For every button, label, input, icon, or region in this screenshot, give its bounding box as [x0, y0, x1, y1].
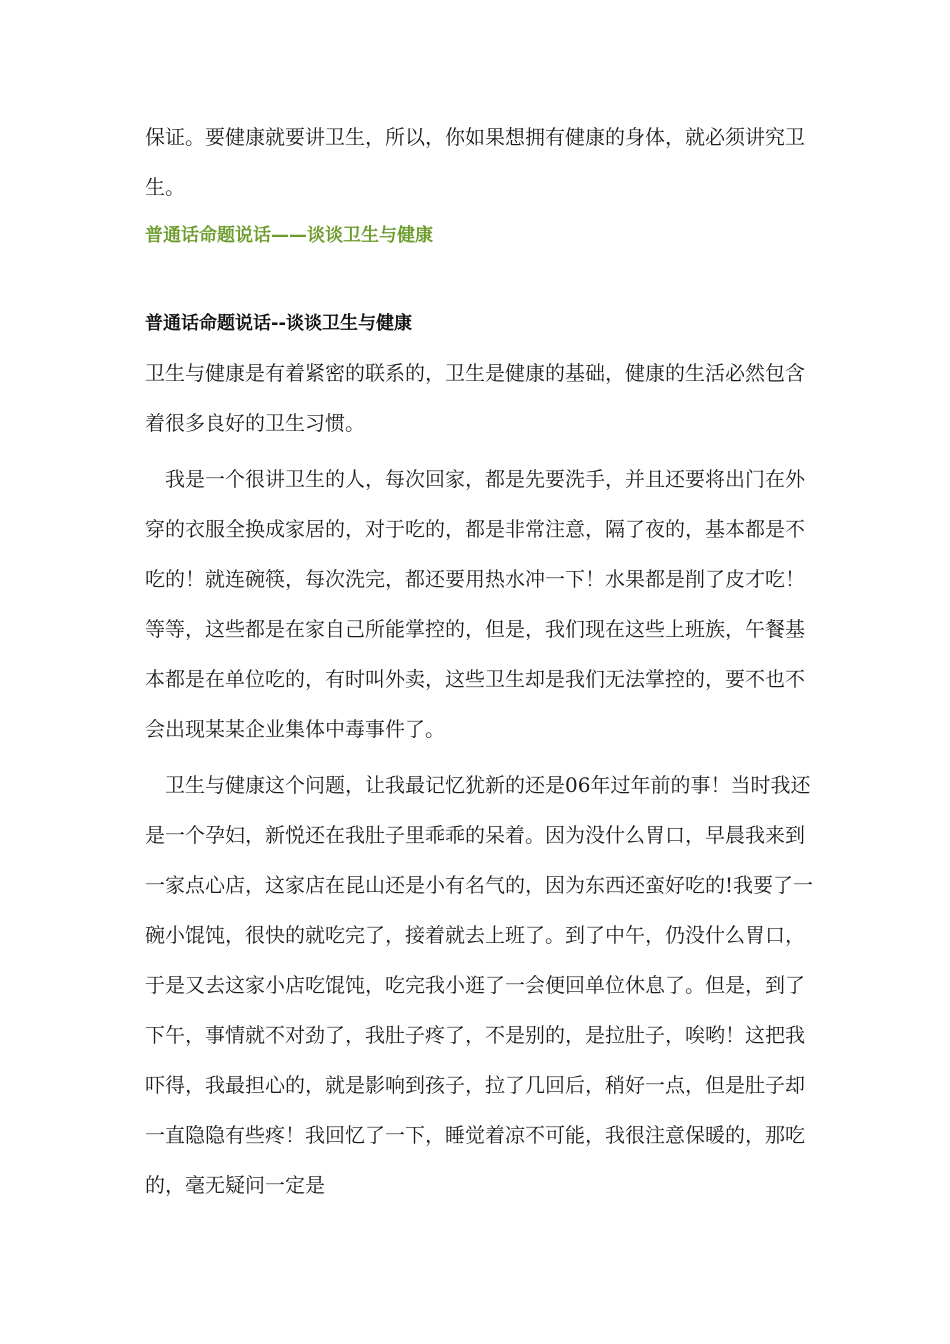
body-paragraph-3: 卫生与健康这个问题，让我最记忆犹新的还是06年过年前的事！当时我还是一个孕妇，新悦还在我肚子里乖乖的呆着。因为没什么胃口，早晨我来到一家点心店，这家店在昆山还是小有名气的，因为东西还蛮好吃的!我要了一碗小馄饨，很快的就吃完了，接着就去上班了。到了中午，仍没什么胃口，于是又去这家小店吃馄饨，吃完我小逛了一会便回单位休息了。但是，到了下午，事情就不对劲了，我肚子疼了，不是别的，是拉肚子，唉哟！这把我吓得，我最担心的，就是影响到孩子，拉了几回后，稍好一点，但是肚子却一直隐隐有些疼！我回忆了一下，睡觉着凉不可能，我很注意保暖的，那吃的，毫无疑问一定是: [145, 773, 814, 1197]
intro-paragraph: 保证。要健康就要讲卫生，所以，你如果想拥有健康的身体，就必须讲究卫生。: [145, 125, 805, 199]
body-paragraph-2: 我是一个很讲卫生的人，每次回家，都是先要洗手，并且还要将出门在外穿的衣服全换成家居的，对于吃的，都是非常注意，隔了夜的，基本都是不吃的！就连碗筷，每次洗完，都还要用热水冲一下！水果都是削了皮才吃！等等，这些都是在家自己所能掌控的，但是，我们现在这些上班族，午餐基本都是在单位吃的，有时叫外卖，这些卫生却是我们无法掌控的，要不也不会出现某某企业集体中毒事件了。: [145, 467, 805, 741]
document-body: [145, 112, 817, 1210]
article-link-heading[interactable]: 普通话命题说话——谈谈卫生与健康: [145, 225, 433, 246]
body-paragraph-1: 卫生与健康是有着紧密的联系的，卫生是健康的基础，健康的生活必然包含着很多良好的卫生习惯。: [145, 361, 805, 435]
section-heading: 普通话命题说话--谈谈卫生与健康: [145, 313, 412, 334]
